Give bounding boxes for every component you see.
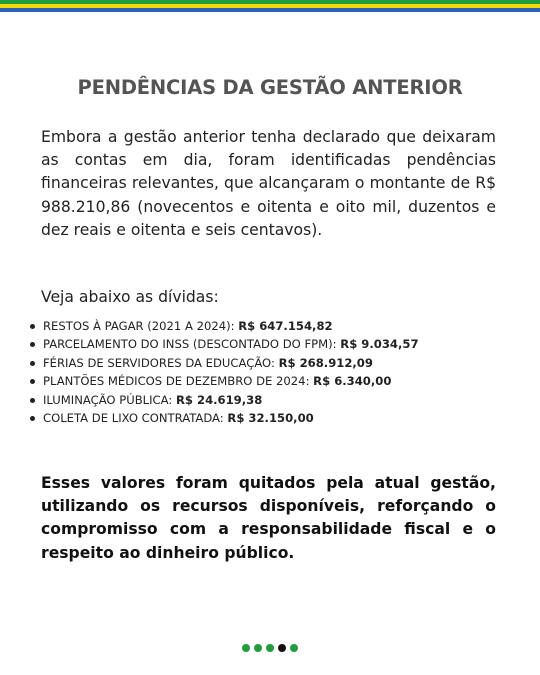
debt-item xyxy=(30,391,510,409)
page-dot[interactable] xyxy=(290,644,298,652)
debt-label: FÉRIAS DE SERVIDORES DA EDUCAÇÃO: xyxy=(43,355,275,370)
debt-label: PARCELAMENTO DO INSS (DESCONTADO DO FPM): xyxy=(43,337,337,352)
closing-paragraph: Esses valores foram quitados pela atual gestão, utilizando os recursos disponíveis, reforçando o compromisso com a responsabilidade fiscal e o respeito ao dinheiro público. xyxy=(41,474,496,562)
debt-label: ILUMINAÇÃO PÚBLICA: xyxy=(43,392,173,407)
bullet-icon xyxy=(30,361,35,366)
debt-amount: R$ 647.154,82 xyxy=(238,319,333,333)
debt-item xyxy=(30,354,510,372)
debt-label: COLETA DE LIXO CONTRATADA: xyxy=(43,411,224,426)
page-dot[interactable] xyxy=(254,644,262,652)
debt-amount: R$ 9.034,57 xyxy=(340,337,419,352)
debt-label: PLANTÕES MÉDICOS DE DEZEMBRO DE 2024: xyxy=(43,374,310,389)
debt-item xyxy=(30,409,510,427)
page-dot[interactable] xyxy=(242,644,250,652)
debt-item xyxy=(30,317,510,335)
debt-amount: R$ 268.912,09 xyxy=(278,355,373,370)
stripe-blue xyxy=(0,8,540,12)
top-color-stripes xyxy=(0,0,540,12)
carousel-pagination xyxy=(0,644,540,652)
bullet-icon xyxy=(30,342,35,347)
debt-amount: R$ 6.340,00 xyxy=(313,374,392,389)
page-dot[interactable] xyxy=(266,644,274,652)
debts-heading: Veja abaixo as dívidas: xyxy=(41,288,219,306)
debt-label: RESTOS À PAGAR (2021 A 2024): xyxy=(43,319,235,333)
debts-list xyxy=(30,317,510,427)
page-dot-active[interactable] xyxy=(278,644,286,652)
debt-item xyxy=(30,335,510,353)
debt-item xyxy=(30,372,510,390)
debt-amount: R$ 24.619,38 xyxy=(175,392,263,407)
page-title: PENDÊNCIAS DA GESTÃO ANTERIOR xyxy=(77,76,463,99)
debt-amount: R$ 32.150,00 xyxy=(227,411,314,426)
intro-paragraph: Embora a gestão anterior tenha declarado que deixaram as contas em dia, foram identificadas pendências financeiras relevantes, que alcançaram o montante de R$ 988.210,86 (novecentos e oitenta e oito mil, duzentos e dez reais e oitenta e seis centavos). xyxy=(41,128,496,239)
bullet-icon xyxy=(30,416,35,421)
bullet-icon xyxy=(30,324,35,329)
bullet-icon xyxy=(30,398,35,403)
bullet-icon xyxy=(30,379,35,384)
